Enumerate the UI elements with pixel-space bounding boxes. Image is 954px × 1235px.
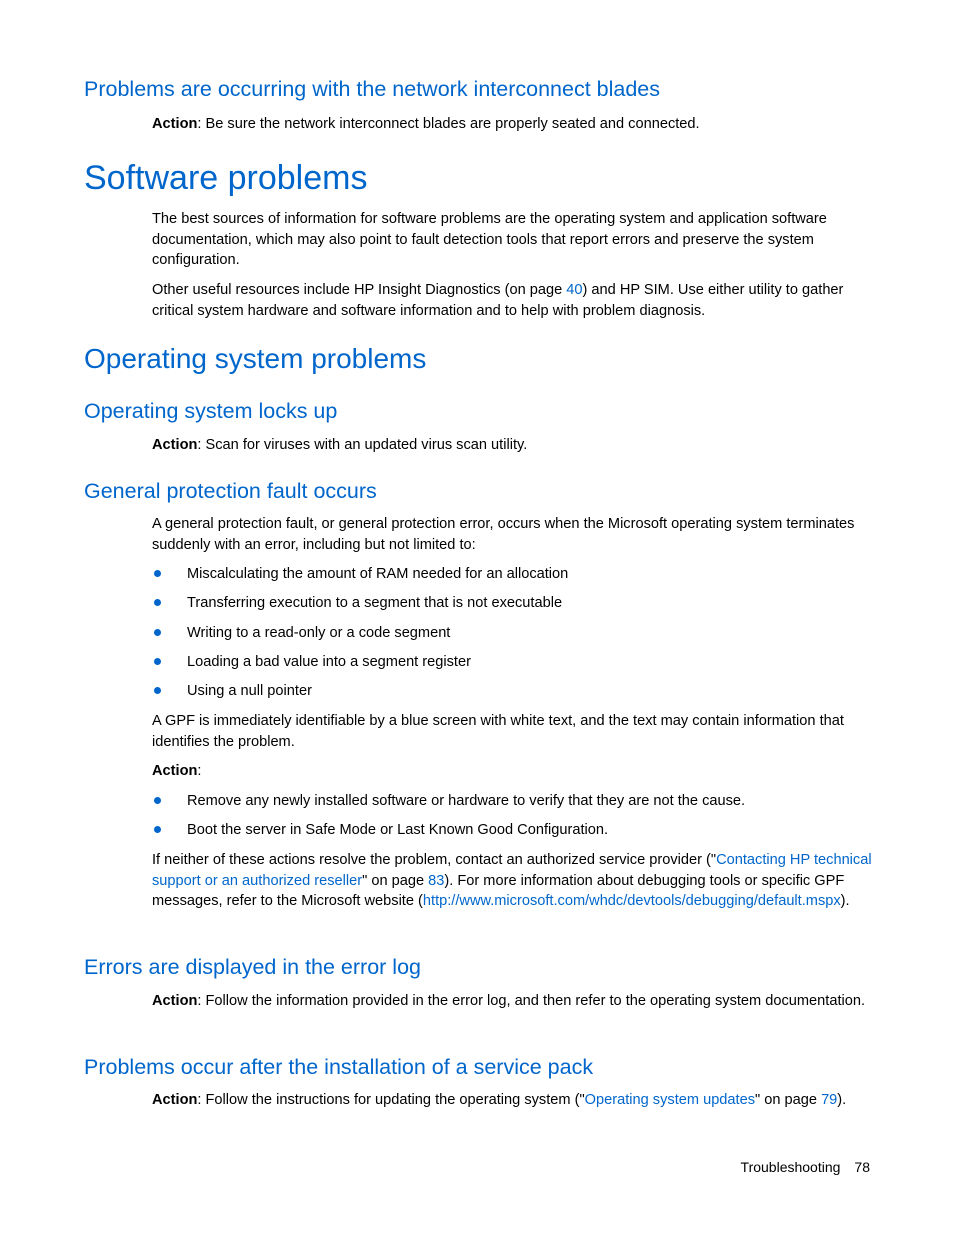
os-updates-link[interactable]: Operating system updates xyxy=(584,1092,756,1108)
page-footer xyxy=(741,1157,870,1177)
heading-network-blades: Problems are occurring with the network interconnect blades xyxy=(84,77,661,101)
page-number: 78 xyxy=(854,1159,870,1175)
heading-os-problems: Operating system problems xyxy=(84,343,427,374)
action-label: Action xyxy=(152,116,198,132)
bullet-dot-icon xyxy=(154,797,161,804)
gpf-identify: A GPF is immediately identifiable by a blue screen with white text, and the text may contain information that identifies the problem. xyxy=(152,713,844,750)
action-label: Action xyxy=(152,1092,198,1108)
bullet-dot-icon xyxy=(154,599,161,606)
heading-error-log: Errors are displayed in the error log xyxy=(84,955,421,979)
page-40-link[interactable]: 40 xyxy=(566,282,583,298)
service-pack-action: Action: Follow the instructions for updating the operating system ("Operating system updates" on page 79). xyxy=(152,1092,847,1108)
network-blades-action xyxy=(152,114,874,135)
page-79-link[interactable]: 79 xyxy=(821,1092,838,1108)
para-text: Other useful resources include HP Insight Diagnostics (on page xyxy=(152,282,567,298)
microsoft-debugging-url-link[interactable]: http://www.microsoft.com/whdc/devtools/debugging/default.mspx xyxy=(422,893,841,909)
bullet-dot-icon xyxy=(154,658,161,665)
bullet-dot-icon xyxy=(154,570,161,577)
heading-os-locks-up: Operating system locks up xyxy=(84,399,338,423)
gpf-action-label: Action: xyxy=(152,763,202,779)
action-label: Action xyxy=(152,437,198,453)
footer-section: Troubleshooting xyxy=(740,1159,841,1175)
gpf-final-paragraph: If neither of these actions resolve the problem, contact an authorized service provider ("Contacting HP technical support or an authorized reseller" on page 83). For more information about debugging tools or specific GPF messages, refer to the Microsoft website (http://www.microsoft.com/whdc/devtools/debugging/default.mspx). xyxy=(152,852,872,909)
action-label: Action xyxy=(152,993,198,1009)
bullet-dot-icon xyxy=(154,629,161,636)
bullet-dot-icon xyxy=(154,687,161,694)
para-text: ) and HP SIM. Use either utility to gather critical system hardware and software information and to help with problem diagnosis. xyxy=(152,282,844,319)
page-83-link[interactable]: 83 xyxy=(428,872,445,889)
software-paragraph-1: The best sources of information for software problems are the operating system and application software documentation, which may also point to fault detection tools that report errors and preserve the system configuration. xyxy=(152,211,827,268)
bullet-dot-icon xyxy=(154,826,161,833)
heading-gpf: General protection fault occurs xyxy=(84,479,377,503)
action-text: : Follow the information provided in the error log, and then refer to the operating system documentation. xyxy=(197,993,866,1009)
error-log-action xyxy=(152,991,874,1012)
heading-software-problems: Software problems xyxy=(84,159,368,197)
action-text: : Scan for viruses with an updated virus scan utility. xyxy=(197,437,528,453)
document-page: Problems are occurring with the network interconnect blades Action: Be sure the network interconnect blades are properly seated and connected. Software problems The best sources of information for software problems are the operating system and application software documentation, which may also point to fault detection tools that report errors and preserve the system configuration. Other useful resources include HP Insight Diagnostics (on page 40) and HP SIM. Use either utility to gather critical system hardware and software information and to help with problem diagnosis. Operating system problems Operating system locks up Action: Scan for viruses with an updated virus scan utility. General protection fault occurs A general protection fault, or general protection error, occurs when the Microsoft operating system terminates suddenly with an error, including but not limited to: Miscalculating the amount of RAM needed for an allocation Transferring execution to a segment that is not executable Writing to a read-only or a code segment Loading a bad value into a segment register Using a null pointer A GPF is immediately identifiable by a blue screen with white text, and the text may contain information that identifies the problem. Action: Remove any newly installed software or hardware to verify that they are not the cause. Boot the server in Safe Mode or Last Known Good Configuration. If neither of these actions resolve the problem, contact an authorized service provider ("Contacting HP technical support or an authorized reseller" on page 83). For more information about debugging tools or specific GPF messages, refer to the Microsoft website (http://www.microsoft.com/whdc/devtools/debugging/default.mspx). Errors are displayed in the error log Action: Follow the information provided in the error log, and then refer to the operating system documentation. Problems occur after the installation of a service pack Action: Follow the instructions for updating the operating system ("Operating system updates" on page 79). Troubleshooting 78 xyxy=(0,0,954,1235)
heading-service-pack: Problems occur after the installation of a service pack xyxy=(84,1055,594,1079)
software-paragraph-2 xyxy=(152,280,874,321)
contacting-hp-support-link[interactable]: Contacting HP technical support or an authorized reseller xyxy=(152,852,872,889)
gpf-intro: A general protection fault, or general protection error, occurs when the Microsoft operating system terminates suddenly with an error, including but not limited to: xyxy=(152,516,855,553)
locks-up-action xyxy=(152,435,874,456)
action-text: : Be sure the network interconnect blades are properly seated and connected. xyxy=(197,116,700,132)
